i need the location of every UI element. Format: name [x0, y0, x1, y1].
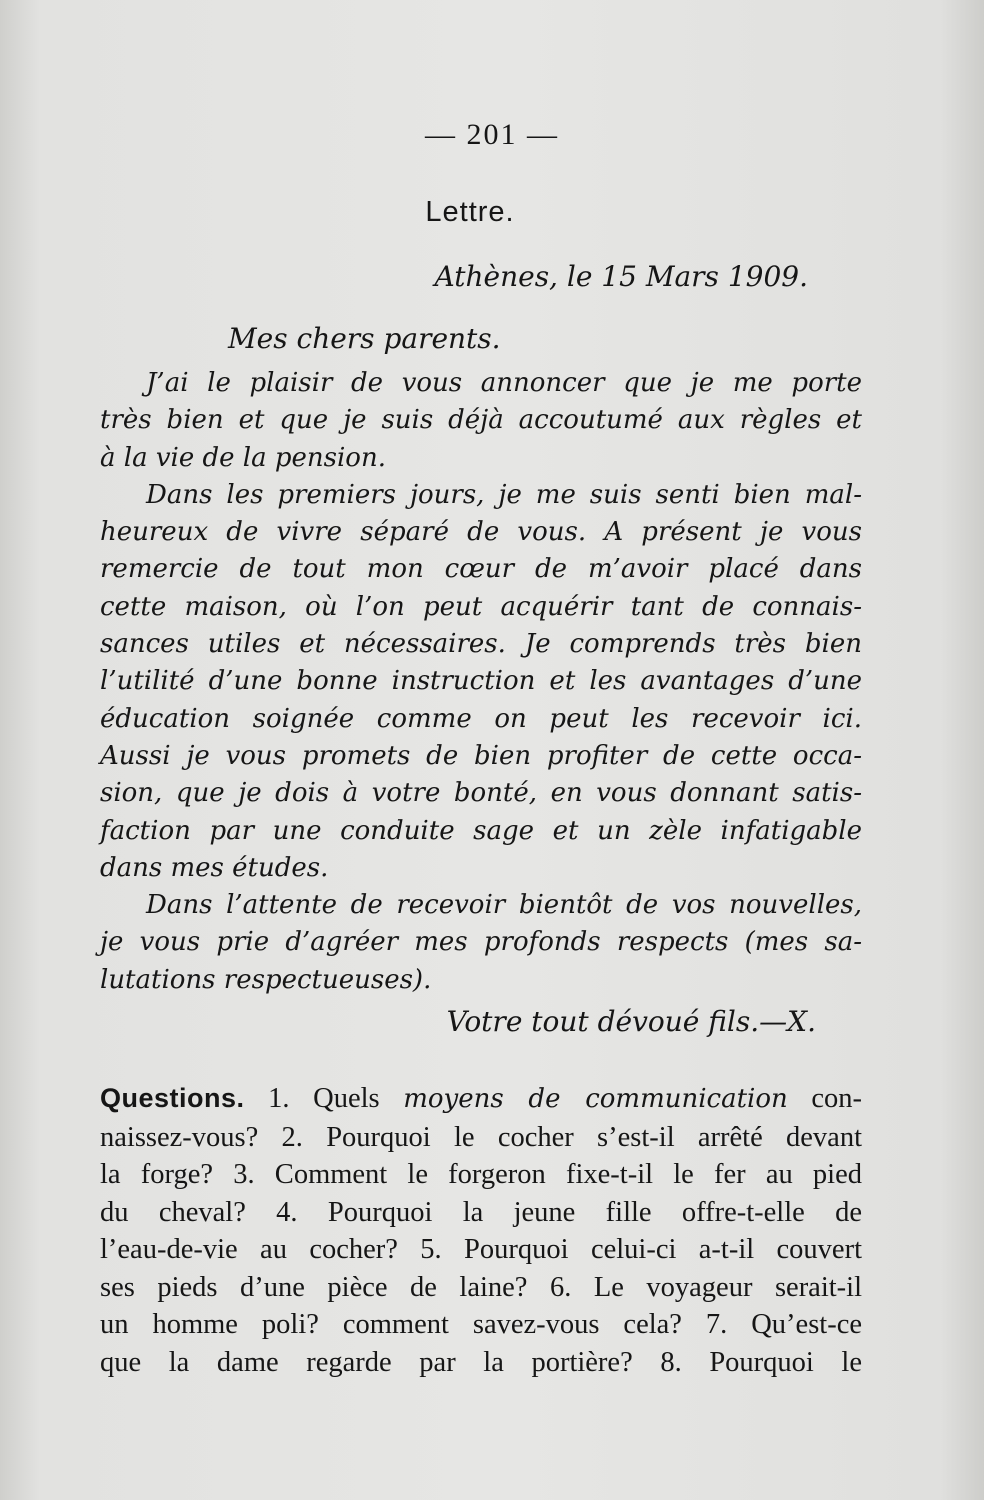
questions-section	[100, 1080, 862, 1381]
questions-text: con-	[811, 1083, 863, 1114]
questions-line: ses pieds d’une pièce de laine? 6. Le voyageur serait-il	[100, 1271, 862, 1303]
letter-line: dans mes études.	[100, 852, 329, 883]
letter-line: je vous prie d’agréer mes profonds respects (mes sa-	[100, 927, 862, 958]
letter-line: J’ai le plaisir de vous annoncer que je me porte	[146, 368, 862, 398]
letter-line: Dans les premiers jours, je me suis senti bien mal-	[146, 479, 862, 510]
letter-signoff: Votre tout dévoué fils.—X.	[446, 1005, 816, 1038]
questions-line: l’eau-de-vie au cocher? 5. Pourquoi celui-ci a-t-il couvert	[100, 1234, 862, 1265]
questions-line: naissez-vous? 2. Pourquoi le cocher s’est-il arrêté devant	[100, 1121, 862, 1153]
questions-first-line	[100, 1080, 862, 1119]
letter-line: très bien et que je suis déjà accoutumé aux règles et	[100, 405, 862, 436]
questions-line: que la dame regarde par la portière? 8. Pourquoi le	[100, 1346, 862, 1378]
questions-label: Questions.	[100, 1083, 245, 1113]
letter-line: remercie de tout mon cœur de m’avoir placé dans	[100, 554, 862, 585]
letter-dateline: Athènes, le 15 Mars 1909.	[434, 260, 808, 293]
letter-line: heureux de vivre séparé de vous. A présent je vous	[100, 517, 862, 548]
questions-text: 1. Quels	[268, 1083, 380, 1114]
questions-line: la forge? 3. Comment le forgeron fixe-t-il le fer au pied	[100, 1159, 862, 1190]
letter-line: Aussi je vous promets de bien profiter de cette occa-	[100, 740, 862, 771]
letter-line: l’utilité d’une bonne instruction et les avantages d’une	[100, 666, 862, 697]
letter-line: cette maison, où l’on peut acquérir tant de connais-	[100, 591, 862, 622]
letter-line: à la vie de la pension.	[100, 442, 386, 473]
letter-line: Dans l’attente de recevoir bientôt de vos nouvelles,	[146, 890, 862, 921]
questions-line: du cheval? 4. Pourquoi la jeune fille offre-t-elle de	[100, 1196, 862, 1228]
questions-italic-text: moyens de communication	[403, 1084, 788, 1114]
page-title: Lettre.	[425, 196, 515, 228]
page-number: — 201 —	[425, 118, 559, 151]
letter-body	[100, 365, 862, 999]
letter-line: sances utiles et nécessaires. Je comprends très bien	[100, 629, 862, 660]
letter-line: lutations respectueuses).	[100, 964, 432, 995]
questions-line: un homme poli? comment savez-vous cela? 7. Qu’est-ce	[100, 1309, 862, 1340]
letter-salutation: Mes chers parents.	[228, 322, 501, 355]
letter-line: sion, que je dois à votre bonté, en vous donnant satis-	[100, 778, 862, 809]
letter-line: éducation soignée comme on peut les recevoir ici.	[100, 703, 862, 734]
letter-line: faction par une conduite sage et un zèle infatigable	[100, 815, 862, 846]
